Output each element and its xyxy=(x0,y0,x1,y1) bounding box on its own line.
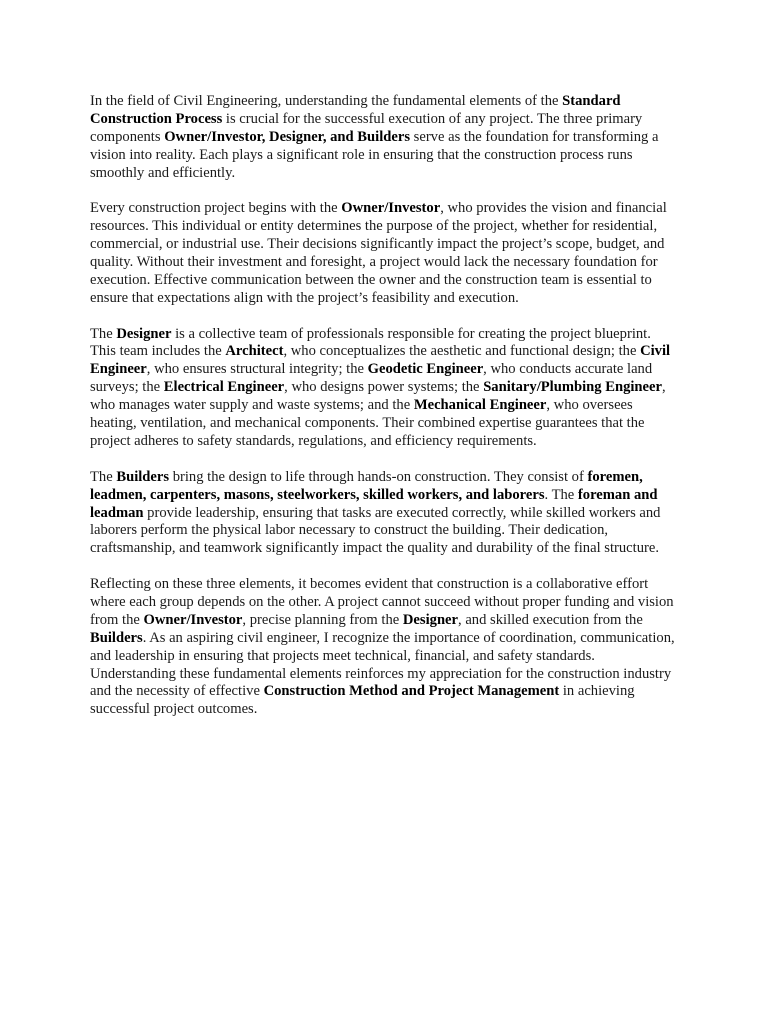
bold-term: Architect xyxy=(225,343,284,360)
text-run: , who ensures structural integrity; the xyxy=(146,361,368,378)
text-run: , who designs power systems; the xyxy=(284,379,484,396)
text-run: provide leadership, ensuring that tasks are executed correctly, while skilled workers and laborers perform the physical labor necessary to construct the building. Their dedication, craftsmanship, and teamwork significantly impact the quality and durability of the final structure. xyxy=(90,504,661,557)
text-run: . The xyxy=(544,486,578,503)
bold-term: Electrical Engineer xyxy=(163,379,285,396)
paragraph-owner-investor xyxy=(90,200,680,307)
text-run: , who oversees heating, ventilation, and mechanical components. Their combined expertise guarantees that the project adheres to safety standards, regulations, and efficiency requirements. xyxy=(90,397,645,449)
bold-term: Geodetic Engineer xyxy=(367,361,484,378)
bold-term: Construction Method and Project Management xyxy=(263,683,560,700)
paragraph-designer xyxy=(90,326,680,451)
text-run: , and skilled execution from the xyxy=(458,611,643,628)
text-run: The xyxy=(90,325,117,342)
bold-term: Owner/Investor xyxy=(143,611,243,628)
bold-term: Owner/Investor, Designer, and Builders xyxy=(164,128,411,145)
text-run: , who conceptualizes the aesthetic and functional design; the xyxy=(283,343,641,360)
text-run: is a collective team of professionals responsible for creating the project blueprint. This team includes the xyxy=(90,325,651,360)
document-page xyxy=(90,93,680,737)
bold-term: Designer xyxy=(116,325,172,342)
paragraph-reflection xyxy=(90,576,680,719)
text-run: serve as the foundation for transforming a vision into reality. Each plays a significant role in ensuring that the construction process runs smoothly and efficiently. xyxy=(90,128,659,181)
bold-term: Mechanical Engineer xyxy=(413,397,547,414)
text-run: , who manages water supply and waste systems; and the xyxy=(90,379,666,414)
bold-term: Civil Engineer xyxy=(90,343,671,378)
text-run: in achieving successful project outcomes. xyxy=(90,683,635,718)
bold-term: Sanitary/Plumbing Engineer xyxy=(483,379,662,396)
text-run: bring the design to life through hands-on construction. They consist of xyxy=(169,468,588,485)
bold-term: Builders xyxy=(90,629,143,646)
text-run: Every construction project begins with the xyxy=(90,200,342,217)
paragraph-builders xyxy=(90,469,680,559)
text-run: , who provides the vision and financial resources. This individual or entity determines the purpose of the project, whether for residential, commercial, or industrial use. Their decisions significantly impact the project’s scope, budget, and quality. Without their investment and foresight, a project would lack the necessary foundation for execution. Effective communication between the owner and the construction team is essential to ensure that expectations align with the project’s feasibility and execution. xyxy=(90,200,667,306)
text-run: , who conducts accurate land surveys; the xyxy=(90,361,653,396)
text-run: is crucial for the successful execution of any project. The three primary components xyxy=(90,110,643,145)
bold-term: Owner/Investor xyxy=(341,200,441,217)
text-run: , precise planning from the xyxy=(242,611,403,628)
bold-term: foreman and leadman xyxy=(90,486,658,521)
text-run: . As an aspiring civil engineer, I recognize the importance of coordination, communication, and leadership in ensuring that projects meet technical, financial, and safety standards. Understanding these fundamental elements reinforces my appreciation for the construction industry and the necessity of effective xyxy=(90,629,675,700)
bold-term: Designer xyxy=(402,611,459,628)
bold-term: foremen, leadmen, carpenters, masons, steelworkers, skilled workers, and laborers xyxy=(90,468,643,503)
text-run: Reflecting on these three elements, it becomes evident that construction is a collaborative effort where each group depends on the other. A project cannot succeed without proper funding and vision from the xyxy=(90,576,674,628)
text-run: The xyxy=(90,468,117,485)
paragraph-introduction xyxy=(90,93,680,183)
bold-term: Builders xyxy=(116,468,170,485)
text-run: In the field of Civil Engineering, understanding the fundamental elements of the xyxy=(90,93,563,109)
bold-term: Standard Construction Process xyxy=(90,93,621,127)
